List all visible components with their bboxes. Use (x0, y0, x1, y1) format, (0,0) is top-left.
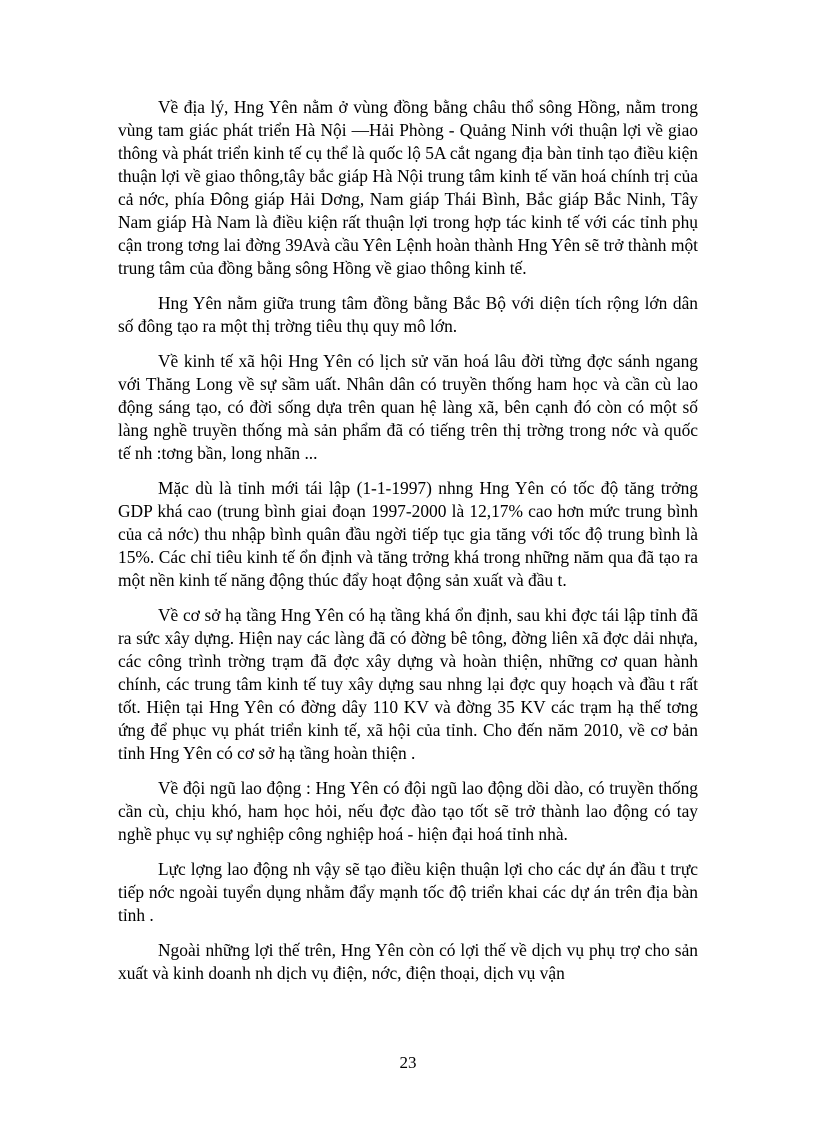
paragraph-labor-force: Về đội ngũ lao động : Hng Yên có đội ngũ lao động dồi dào, có truyền thống cần cù, chịu khó, ham học hỏi, nếu đợc đào tạo tốt sẽ trở thành lao động có tay nghề phục vụ sự nghiệp công nghiệp hoá - hiện đại hoá tỉnh nhà. (118, 778, 698, 844)
body-text (118, 96, 698, 997)
paragraph-support-services: Ngoài những lợi thế trên, Hng Yên còn có lợi thế về dịch vụ phụ trợ cho sản xuất và kinh doanh nh dịch vụ điện, nớc, điện thoại, dịch vụ vận (118, 940, 698, 983)
paragraph-geography: Về địa lý, Hng Yên nằm ở vùng đồng bằng châu thổ sông Hồng, nằm trong vùng tam giác phát triển Hà Nội —Hải Phòng - Quảng Ninh với thuận lợi về giao thông và phát triển kinh tế cụ thể là quốc lộ 5A cắt ngang địa bàn tỉnh tạo điều kiện thuận lợi về giao thông,tây bắc giáp Hà Nội trung tâm kinh tế văn hoá chính trị của cả nớc, phía Đông giáp Hải Dơng, Nam giáp Thái Bình, Bắc giáp Bắc Ninh, Tây Nam giáp Hà Nam là điều kiện rất thuận lợi trong hợp tác kinh tế với các tỉnh phụ cận trong tơng lai đờng 39Avà cầu Yên Lệnh hoàn thành Hng Yên sẽ trở thành một trung tâm của đồng bằng sông Hồng về giao thông kinh tế. (118, 97, 698, 278)
paragraph-growth: Mặc dù là tỉnh mới tái lập (1-1-1997) nhng Hng Yên có tốc độ tăng trởng GDP khá cao (trung bình giai đoạn 1997-2000 là 12,17% cao hơn mức trung bình của cả nớc) thu nhập bình quân đầu ngời tiếp tục gia tăng với tốc độ trung bình là 15%. Các chỉ tiêu kinh tế ổn định và tăng trởng khá trong những năm qua đã tạo ra một nền kinh tế năng động thúc đẩy hoạt động sản xuất và đầu t. (118, 478, 698, 590)
paragraph-location-market: Hng Yên nằm giữa trung tâm đồng bằng Bắc Bộ với diện tích rộng lớn dân số đông tạo ra một thị trờng tiêu thụ quy mô lớn. (118, 293, 698, 336)
page-number: 23 (399, 1053, 417, 1072)
paragraph-infrastructure: Về cơ sở hạ tầng Hng Yên có hạ tầng khá ổn định, sau khi đợc tái lập tỉnh đã ra sức xây dựng. Hiện nay các làng đã có đờng bê tông, đờng liên xã đợc dải nhựa, các công trình trờng trạm đã đợc xây dựng và hoàn thiện, những cơ quan hành chính, các trung tâm kinh tế tuy xây dựng sau nhng lại đợc quy hoạch và đầu t rất tốt. Hiện tại Hng Yên có đờng dây 110 KV và đờng 35 KV các trạm hạ thế tơng ứng để phục vụ phát triển kinh tế, xã hội của tỉnh. Cho đến năm 2010, về cơ bản tỉnh Hng Yên có cơ sở hạ tầng hoàn thiện . (118, 605, 698, 763)
paragraph-socioeconomic: Về kinh tế xã hội Hng Yên có lịch sử văn hoá lâu đời từng đợc sánh ngang với Thăng Long về sự sầm uất. Nhân dân có truyền thống ham học và cần cù lao động sáng tạo, có đời sống dựa trên quan hệ làng xã, bên cạnh đó còn có một số làng nghề truyền thống mà sản phẩm đã có tiếng trên thị trờng trong nớc và quốc tế nh :tơng bần, long nhãn ... (118, 351, 698, 463)
paragraph-labor-fdi: Lực lợng lao động nh vậy sẽ tạo điều kiện thuận lợi cho các dự án đầu t trực tiếp nớc ngoài tuyển dụng nhằm đẩy mạnh tốc độ triển khai các dự án trên địa bàn tỉnh . (118, 859, 698, 925)
